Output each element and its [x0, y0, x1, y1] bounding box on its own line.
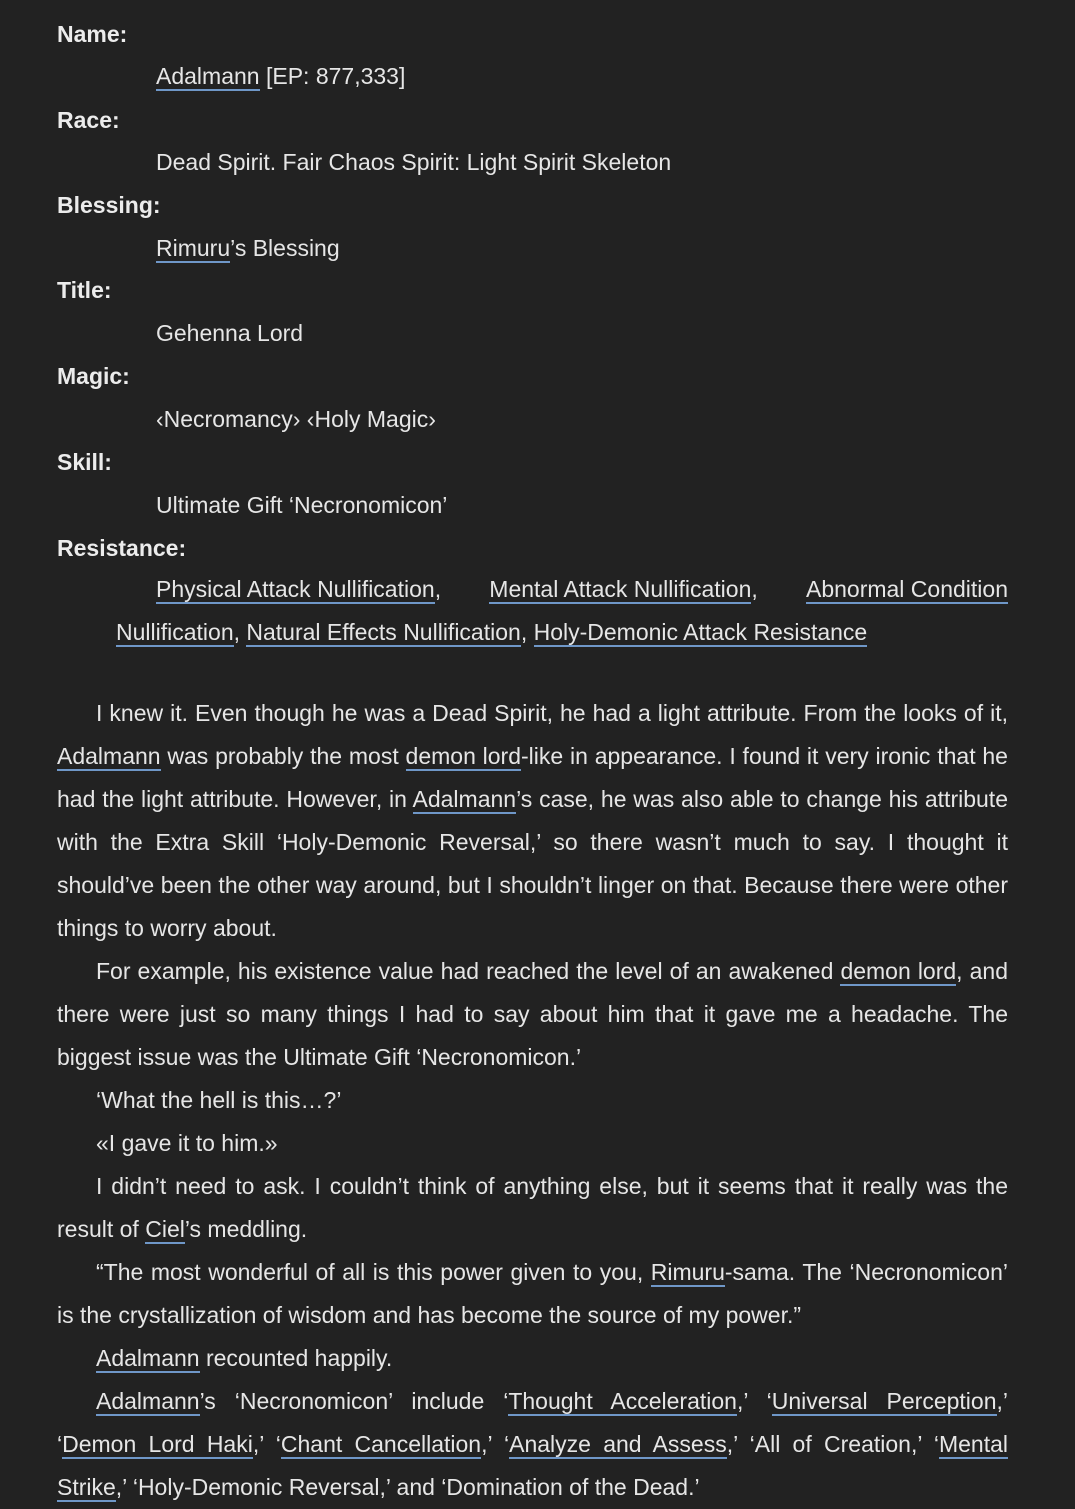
abnormal-condition-link[interactable]: Abnormal Condition [805, 576, 1008, 602]
ep-value: [EP: 877,333] [259, 63, 406, 89]
text-run: ,’ ‘ [481, 1431, 510, 1457]
rimuru-link[interactable]: Rimuru [650, 1259, 725, 1285]
text-run: recounted happily. [199, 1345, 393, 1371]
text-run: ,’ ‘ [736, 1388, 772, 1414]
skill-value: Ultimate Gift ‘Necronomicon’ [156, 492, 448, 518]
name-label: Name: [57, 21, 128, 47]
demon-lord-link[interactable]: demon lord [405, 743, 522, 769]
adalmann-link[interactable]: Adalmann [412, 786, 517, 812]
analyze-and-assess-link[interactable]: Analyze and Assess [509, 1431, 727, 1457]
rimuru-link[interactable]: Rimuru [156, 235, 231, 261]
text-run: ’s ‘Necronomicon’ include ‘ [199, 1388, 509, 1414]
blessing-label: Blessing: [57, 192, 161, 218]
name-value [156, 63, 405, 90]
magic-value: ‹Necromancy› ‹Holy Magic› [156, 406, 436, 432]
text-run: I didn’t need to ask. I couldn’t think of anything else, but it seems that it really was the result of [57, 1173, 1008, 1242]
paragraph [57, 950, 1008, 1079]
adalmann-link[interactable]: Adalmann [96, 1345, 200, 1371]
paragraph [57, 1380, 1008, 1509]
separator: , [233, 619, 240, 645]
text-run: ’s case, he was also able to change his attribute with the Extra Skill ‘Holy-Demonic Reversal,’ so there wasn’t much to say. I thought it should’ve been the other way around, but I shouldn’t linger on that. Because there were other things to worry about. [57, 786, 1008, 941]
text-run: ,’ ‘ [57, 1388, 1009, 1457]
story-text [57, 692, 1008, 1509]
paragraph: ‘What the hell is this…?’ [96, 1087, 342, 1113]
mental-attack-nullification-link[interactable]: Mental Attack Nullification [489, 576, 752, 602]
universal-perception-link[interactable]: Universal Perception [771, 1388, 997, 1414]
abnormal-condition-nullification-link[interactable]: Nullification [116, 619, 234, 645]
title-label: Title: [57, 277, 112, 303]
paragraph: «I gave it to him.» [96, 1130, 278, 1156]
holy-demonic-attack-resistance-link[interactable]: Holy-Demonic Attack Resistance [533, 619, 868, 645]
chant-cancellation-link[interactable]: Chant Cancellation [280, 1431, 482, 1457]
resistance-item [156, 576, 441, 603]
text-run: ,’ ‘All of Creation,’ ‘ [726, 1431, 939, 1457]
mental-strike-link[interactable]: Mental Strike [57, 1431, 1009, 1500]
resistance-line-2 [116, 619, 867, 646]
blessing-value [156, 235, 340, 262]
natural-effects-nullification-link[interactable]: Natural Effects Nullification [246, 619, 521, 645]
race-value: Dead Spirit. Fair Chaos Spirit: Light Spirit Skeleton [156, 149, 672, 175]
text-run: “The most wonderful of all is this power given to you, [96, 1259, 651, 1285]
text-run: , and there were just so many things I had to say about him that it gave me a headache. The biggest issue was the Ultimate Gift ‘Necronomicon.’ [57, 958, 1008, 1070]
physical-attack-nullification-link[interactable]: Physical Attack Nullification [156, 576, 435, 602]
adalmann-link[interactable]: Adalmann [156, 63, 260, 89]
skill-label: Skill: [57, 449, 112, 475]
title-value: Gehenna Lord [156, 320, 304, 346]
magic-label: Magic: [57, 363, 130, 389]
text-run: For example, his existence value had reached the level of an awakened [96, 958, 841, 984]
resistance-item [489, 576, 757, 603]
adalmann-link[interactable]: Adalmann [57, 743, 161, 769]
text-run: ’s meddling. [184, 1216, 308, 1242]
text-run: -like in appearance. I found it very ironic that he had the light attribute. However, in [57, 743, 1008, 812]
paragraph [57, 1165, 1008, 1251]
resistance-label: Resistance: [57, 535, 187, 561]
text-run: -sama. The ‘Necronomicon’ is the crystallization of wisdom and has become the source of my power.” [57, 1259, 1009, 1328]
text-run: was probably the most [160, 743, 406, 769]
text-run: ,’ ‘Holy-Demonic Reversal,’ and ‘Domination of the Dead.’ [115, 1474, 700, 1500]
paragraph [57, 692, 1008, 950]
demon-lord-link[interactable]: demon lord [840, 958, 957, 984]
adalmann-link[interactable]: Adalmann [96, 1388, 200, 1414]
resistance-line-1 [156, 576, 1008, 603]
race-label: Race: [57, 107, 120, 133]
blessing-rest: ’s Blessing [230, 235, 340, 261]
separator: , [434, 576, 442, 602]
paragraph [57, 1337, 1008, 1380]
text-run: I knew it. Even though he was a Dead Spirit, he had a light attribute. From the looks of it, [96, 700, 1008, 726]
text-run: ,’ ‘ [252, 1431, 281, 1457]
ciel-link[interactable]: Ciel [145, 1216, 185, 1242]
separator: , [520, 619, 528, 645]
thought-acceleration-link[interactable]: Thought Acceleration [508, 1388, 737, 1414]
demon-lord-haki-link[interactable]: Demon Lord Haki [62, 1431, 253, 1457]
resistance-item [806, 576, 1008, 603]
separator: , [751, 576, 758, 602]
paragraph [57, 1251, 1008, 1337]
